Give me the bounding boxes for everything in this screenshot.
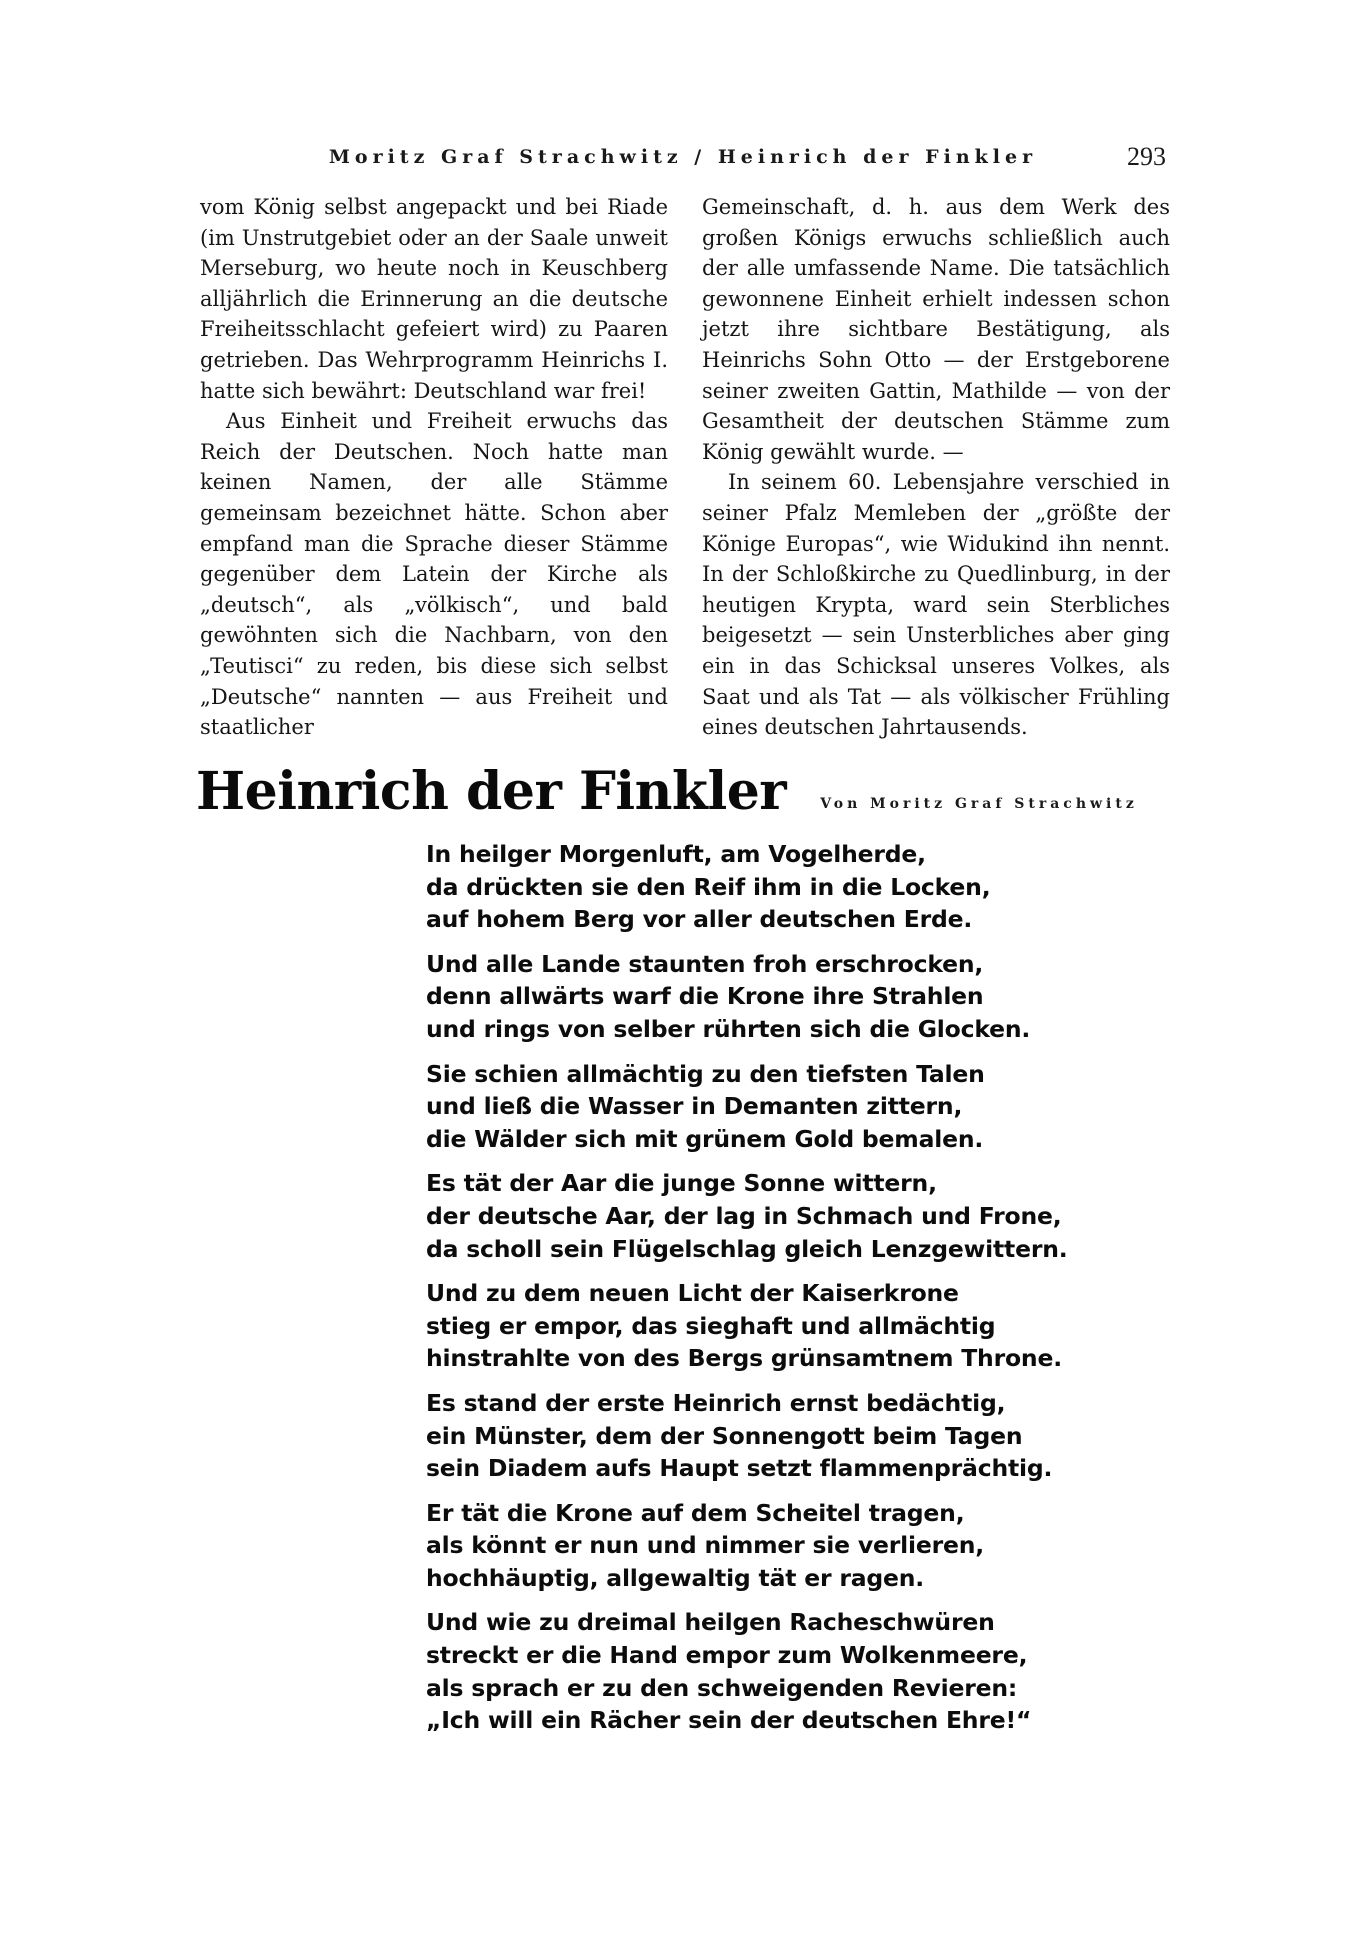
verse-line: hochhäuptig, allgewaltig tät er ragen. (426, 1563, 925, 1592)
verse-line: hinstrahlte von des Bergs grünsamtnem Throne. (426, 1344, 1062, 1373)
left-column (200, 192, 668, 740)
stanza (426, 1167, 1068, 1265)
article-columns (200, 192, 1170, 740)
verse-line: ein Münster, dem der Sonnengott beim Tagen (426, 1421, 1023, 1450)
verse-line: denn allwärts warf die Krone ihre Strahlen (426, 982, 984, 1011)
stanza (426, 1497, 1026, 1595)
verse-line: Es tät der Aar die junge Sonne wittern, (426, 1169, 937, 1198)
verse-line: In heilger Morgenluft, am Vogelherde, (426, 840, 926, 868)
paragraph: Aus Einheit und Freiheit erwuchs das Reich der Deutschen. Noch hatte man keinen Namen, der alle Stämme gemeinsam bezeichnet hätte. Schon aber empfand man die Sprache dieser Stämme gegenüber dem Latein der Kirche als „deutsch“, als „völkisch“, und bald gewöhnten sich die Nachbarn, von den „Teutisci“ zu reden, bis diese sich selbst „Deutsche“ nannten — aus Freiheit und staatlicher (200, 409, 668, 740)
verse-line: streckt er die Hand empor zum Wolkenmeere, (426, 1641, 1028, 1670)
verse-line: „Ich will ein Rächer sein der deutschen Ehre!“ (426, 1706, 1032, 1735)
verse-line: Und zu dem neuen Licht der Kaiserkrone (426, 1279, 959, 1308)
right-column (702, 192, 1170, 740)
verse-line: und rings von selber rührten sich die Glocken. (426, 1014, 1031, 1043)
verse-line: Und wie zu dreimal heilgen Racheschwüren (426, 1608, 995, 1637)
poem-body (426, 838, 1068, 1749)
stanza (426, 1387, 1053, 1485)
page-number: 293 (1127, 142, 1166, 171)
verse-line: Und alle Lande staunten froh erschrocken, (426, 949, 984, 978)
verse-line: Er tät die Krone auf dem Scheitel tragen, (426, 1498, 965, 1527)
stanza (426, 1058, 1026, 1156)
stanza (426, 1277, 1062, 1375)
poem-title: Heinrich der Finkler (196, 761, 787, 822)
verse-line: als sprach er zu den schweigenden Revieren: (426, 1673, 1018, 1702)
paragraph: vom König selbst angepackt und bei Riade (im Unstrutgebiet oder an der Saale unweit Merseburg, wo heute noch in Keuschberg alljährlich die Erinnerung an die deutsche Freiheitsschlacht gefeiert wird) zu Paaren getrieben. Das Wehrprogramm Heinrichs I. hatte sich bewährt: Deutschland war frei! (200, 195, 668, 403)
verse-line: sein Diadem aufs Haupt setzt flammenprächtig. (426, 1454, 1053, 1483)
running-title: Moritz Graf Strachwitz / Heinrich der Finkler (328, 146, 1038, 168)
verse-line: die Wälder sich mit grünem Gold bemalen. (426, 1124, 984, 1153)
paragraph: In seinem 60. Lebensjahre verschied in seiner Pfalz Memleben der „größte der Könige Europas“, wie Widukind ihn nennt. In der Schloßkirche zu Quedlinburg, in der heutigen Krypta, ward sein Sterbliches beigesetzt — sein Unsterbliches aber ging ein in das Schicksal unseres Volkes, als Saat und als Tat — als völkischer Frühling eines deutschen Jahrtausends. (702, 470, 1170, 740)
stanza (426, 1606, 1032, 1736)
stanza (426, 948, 1031, 1046)
verse-line: auf hohem Berg vor aller deutschen Erde. (426, 905, 973, 934)
stanza (426, 838, 1026, 936)
verse-line: da scholl sein Flügelschlag gleich Lenzgewittern. (426, 1234, 1068, 1263)
verse-line: stieg er empor, das sieghaft und allmächtig (426, 1311, 996, 1340)
verse-line: Es stand der erste Heinrich ernst bedächtig, (426, 1388, 1006, 1417)
verse-line: als könnt er nun und nimmer sie verlieren, (426, 1531, 984, 1560)
verse-line: der deutsche Aar, der lag in Schmach und Frone, (426, 1201, 1062, 1230)
running-head (200, 142, 1166, 186)
verse-line: Sie schien allmächtig zu den tiefsten Talen (426, 1059, 985, 1088)
poem-heading (196, 752, 1176, 822)
paragraph: Gemeinschaft, d. h. aus dem Werk des großen Königs erwuchs schließlich auch der alle umfassende Name. Die tatsächlich gewonnene Einheit erhielt indessen schon jetzt ihre sichtbare Bestätigung, als Heinrichs Sohn Otto — der Erstgeborene seiner zweiten Gattin, Mathilde — von der Gesamtheit der deutschen Stämme zum König gewählt wurde. — (702, 195, 1170, 464)
verse-line: da drückten sie den Reif ihm in die Locken, (426, 872, 991, 901)
verse-line: und ließ die Wasser in Demanten zittern, (426, 1092, 963, 1121)
poem-byline: Von Moritz Graf Strachwitz (820, 796, 1138, 812)
